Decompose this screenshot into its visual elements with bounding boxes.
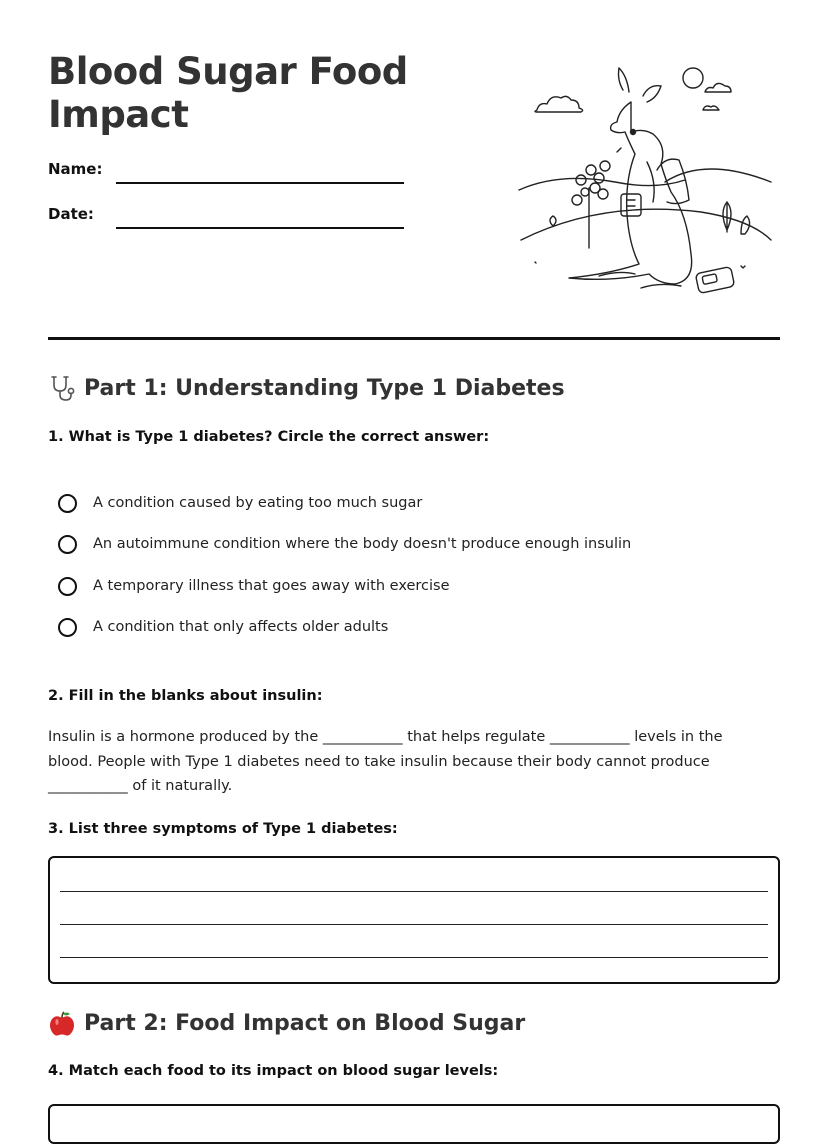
radio-circle[interactable] xyxy=(58,577,77,596)
answer-line[interactable] xyxy=(60,891,768,892)
date-label: Date: xyxy=(48,205,94,223)
part1-title: Part 1: Understanding Type 1 Diabetes xyxy=(84,375,565,401)
radio-circle[interactable] xyxy=(58,494,77,513)
header-divider xyxy=(48,337,780,340)
kangaroo-illustration xyxy=(515,62,777,298)
answer-line[interactable] xyxy=(60,957,768,958)
radio-circle[interactable] xyxy=(58,535,77,554)
radio-circle[interactable] xyxy=(58,618,77,637)
option-label: A condition caused by eating too much sugar xyxy=(93,495,423,511)
question-3: 3. List three symptoms of Type 1 diabetes: xyxy=(48,821,398,837)
name-label: Name: xyxy=(48,160,103,178)
question-1: 1. What is Type 1 diabetes? Circle the correct answer: xyxy=(48,429,490,445)
insulin-fill-in-paragraph[interactable]: Insulin is a hormone produced by the ___________ that helps regulate ___________ levels in the blood. People with Type 1 diabetes need to take insulin because their body cannot produce ___________ of it naturally. xyxy=(48,729,723,794)
date-input-line[interactable] xyxy=(116,227,404,229)
worksheet-title: Blood Sugar Food Impact xyxy=(48,50,408,136)
q1-option-2[interactable] xyxy=(58,532,631,556)
part2-title: Part 2: Food Impact on Blood Sugar xyxy=(84,1010,526,1036)
option-label: An autoimmune condition where the body doesn't produce enough insulin xyxy=(93,536,632,552)
date-field[interactable] xyxy=(48,205,408,229)
symptoms-answer-box[interactable] xyxy=(48,856,780,984)
part2-heading xyxy=(48,1009,525,1037)
answer-line[interactable] xyxy=(60,924,768,925)
name-field[interactable] xyxy=(48,160,408,184)
option-label: A temporary illness that goes away with exercise xyxy=(93,578,450,594)
food-match-table[interactable] xyxy=(48,1104,780,1144)
q1-option-4[interactable] xyxy=(58,615,388,639)
q1-option-3[interactable] xyxy=(58,574,450,598)
q1-option-1[interactable] xyxy=(58,491,422,515)
stethoscope-icon xyxy=(48,374,76,402)
part1-heading xyxy=(48,374,565,402)
question-2: 2. Fill in the blanks about insulin: xyxy=(48,688,323,704)
name-input-line[interactable] xyxy=(116,182,404,184)
apple-icon xyxy=(48,1009,76,1037)
question-4: 4. Match each food to its impact on blood sugar levels: xyxy=(48,1063,499,1079)
option-label: A condition that only affects older adults xyxy=(93,619,389,635)
